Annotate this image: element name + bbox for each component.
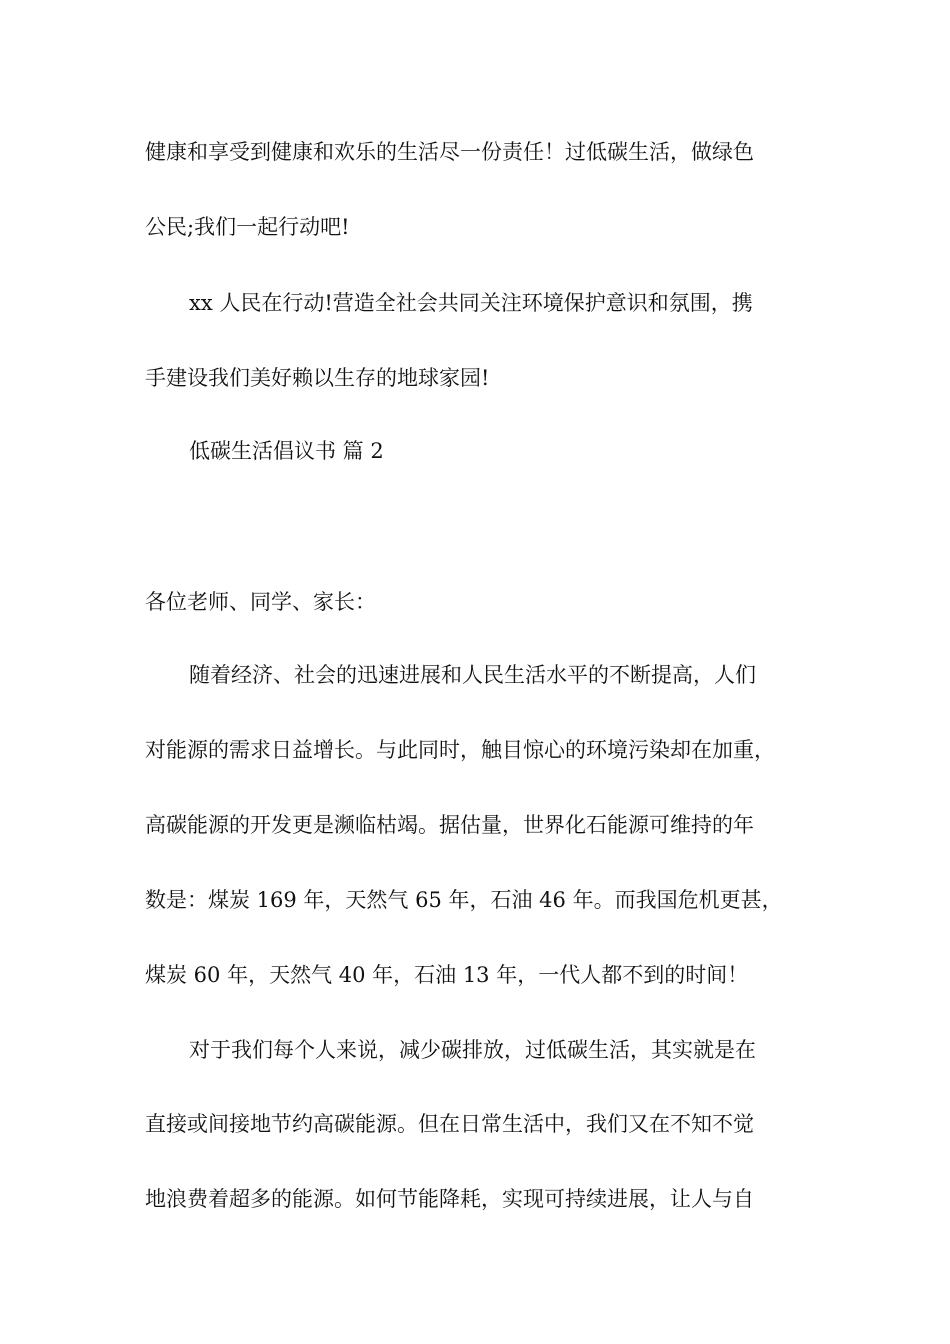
paragraph-line: 随着经济、社会的迅速进展和人民生活水平的不断提高，人们 <box>189 663 756 687</box>
paragraph-line: 对能源的需求日益增长。与此同时，触目惊心的环境污染却在加重， <box>145 738 775 762</box>
paragraph-line: 健康和享受到健康和欢乐的生活尽一份责任！过低碳生活，做绿色 <box>145 140 754 164</box>
paragraph-line: 公民;我们一起行动吧! <box>145 215 350 239</box>
paragraph-line: 高碳能源的开发更是濒临枯竭。据估量，世界化石能源可维持的年 <box>145 813 754 837</box>
paragraph-line: 地浪费着超多的能源。如何节能降耗，实现可持续进展，让人与自 <box>145 1187 754 1211</box>
section-heading: 低碳生活倡议书 篇 2 <box>189 439 384 463</box>
paragraph-line: 数是：煤炭 169 年，天然气 65 年，石油 46 年。而我国危机更甚， <box>145 888 783 912</box>
paragraph-line: 煤炭 60 年，天然气 40 年，石油 13 年，一代人都不到的时间！ <box>145 963 749 987</box>
salutation: 各位老师、同学、家长： <box>145 590 376 614</box>
paragraph-line: 直接或间接地节约高碳能源。但在日常生活中，我们又在不知不觉 <box>145 1112 754 1136</box>
paragraph-line: 手建设我们美好赖以生存的地球家园! <box>145 366 490 390</box>
paragraph-line: 对于我们每个人来说，减少碳排放，过低碳生活，其实就是在 <box>189 1038 756 1062</box>
paragraph-line: xx 人民在行动!营造全社会共同关注环境保护意识和氛围，携 <box>189 291 753 315</box>
